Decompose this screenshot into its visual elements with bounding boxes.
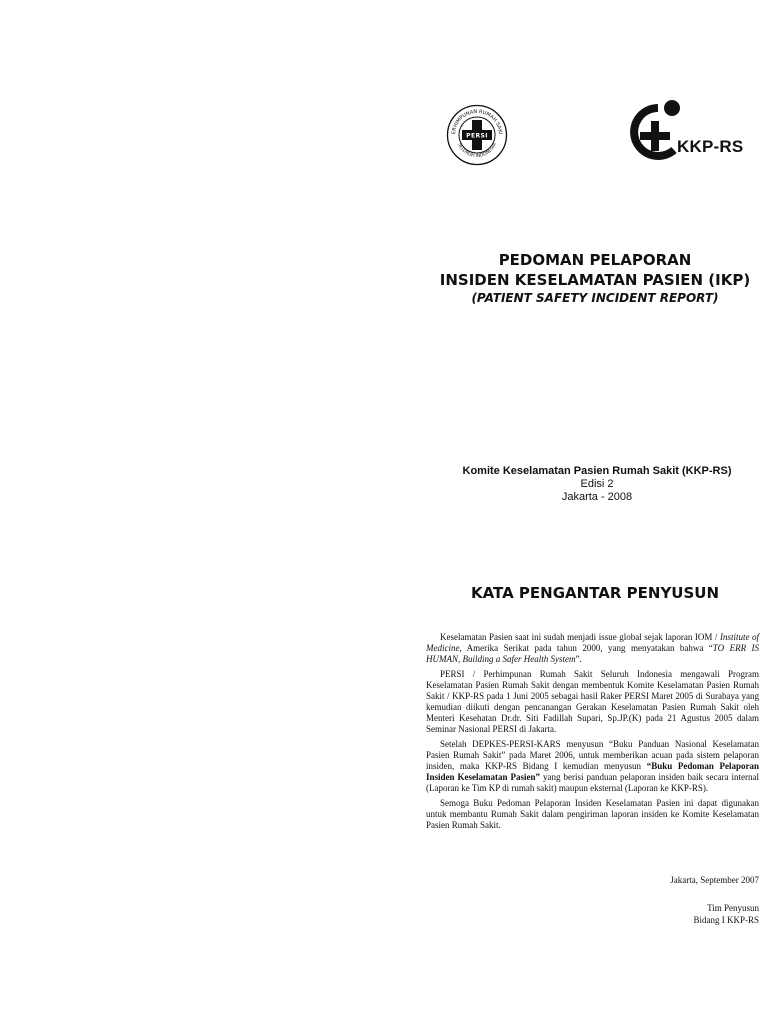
title-line-1: PEDOMAN PELAPORAN — [498, 251, 692, 269]
persi-logo-top-text: ERHIMPUNAN RUMAH SAKI — [450, 108, 503, 135]
title-subtitle: (PATIENT SAFETY INCIDENT REPORT) — [471, 291, 719, 305]
kkp-rs-logo-label: KKP-RS — [677, 137, 744, 156]
publisher-info — [430, 465, 764, 504]
document-title — [420, 250, 768, 306]
publisher-place-year: Jakarta - 2008 — [561, 491, 633, 503]
publisher-edition: Edisi 2 — [580, 478, 614, 490]
p3-text-c: yang berisi panduan pelaporan insiden baik secara internal (Laporan ke Tim KP di rumah sakit) maupun eksternal (Laporan ke KKP-RS). — [426, 772, 760, 793]
persi-logo-bottom-text: SELURUH INDONESIA — [456, 142, 498, 160]
p1-text-c: , Amerika Serikat pada tahun 2000, yang menyatakan bahwa “ — [459, 643, 713, 653]
p1-text-a: Keselamatan Pasien saat ini sudah menjadi issue global sejak laporan IOM / — [440, 632, 720, 642]
p3-text-a: Setelah DEPKES-PERSI-KARS menyusun “Buku Panduan Nasional Keselamatan Pasien Rumah Sakit” pada Maret 2006, untuk memberikan acuan pada sistem pelaporan insiden, maka KKP-RS Bidang I kemudian menyusun — [426, 739, 759, 771]
preface-paragraph-2: PERSI / Perhimpunan Rumah Sakit Seluruh Indonesia mengawali Program Keselamatan Pasien Rumah Sakit dengan membentuk Komite Keselamatan Pasien Rumah Sakit / KKP-RS pada 1 Juni 2005 sebagai hasil Raker PERSI Maret 2005 di Surabaya yang kemudian diikuti dengan pencanangan Gerakan Keselamatan Pasien Rumah Sakit oleh Menteri Kesehatan Dr.dr. Siti Fadillah Supari, Sp.JP.(K) pada 21 Agustus 2005 dalam Seminar Nasional PERSI di Jakarta. — [426, 669, 759, 734]
preface-paragraph-3 — [426, 739, 759, 794]
signature-team: Tim Penyusun — [707, 903, 759, 913]
persi-logo-cross-text: PERSI — [466, 132, 488, 140]
p1-text-d: TO ERR IS HUMAN, Building a Safer Health System — [426, 643, 759, 664]
preface-heading: KATA PENGANTAR PENYUSUN — [470, 584, 720, 602]
preface-paragraph-4: Semoga Buku Pedoman Pelaporan Insiden Keselamatan Pasien ini dapat digunakan untuk membantu Rumah Sakit dalam pengiriman laporan insiden ke Komite Keselamatan Pasien Rumah Sakit. — [426, 798, 759, 830]
persi-logo — [446, 104, 508, 166]
signature-division: Bidang I KKP-RS — [693, 915, 759, 925]
p1-text-e: ”. — [575, 654, 582, 664]
closing-signature — [560, 902, 759, 926]
closing-date: Jakarta, September 2007 — [670, 875, 759, 885]
p3-text-b: “Buku Pedoman Pelaporan Insiden Keselamatan Pasien” — [426, 761, 759, 782]
preface-paragraph-1 — [426, 632, 759, 665]
title-line-2: INSIDEN KESELAMATAN PASIEN (IKP) — [439, 271, 751, 289]
p1-text-b: Institute of Medicine — [426, 632, 759, 653]
publisher-org: Komite Keselamatan Pasien Rumah Sakit (KKP-RS) — [462, 465, 732, 477]
preface-body — [426, 632, 759, 835]
